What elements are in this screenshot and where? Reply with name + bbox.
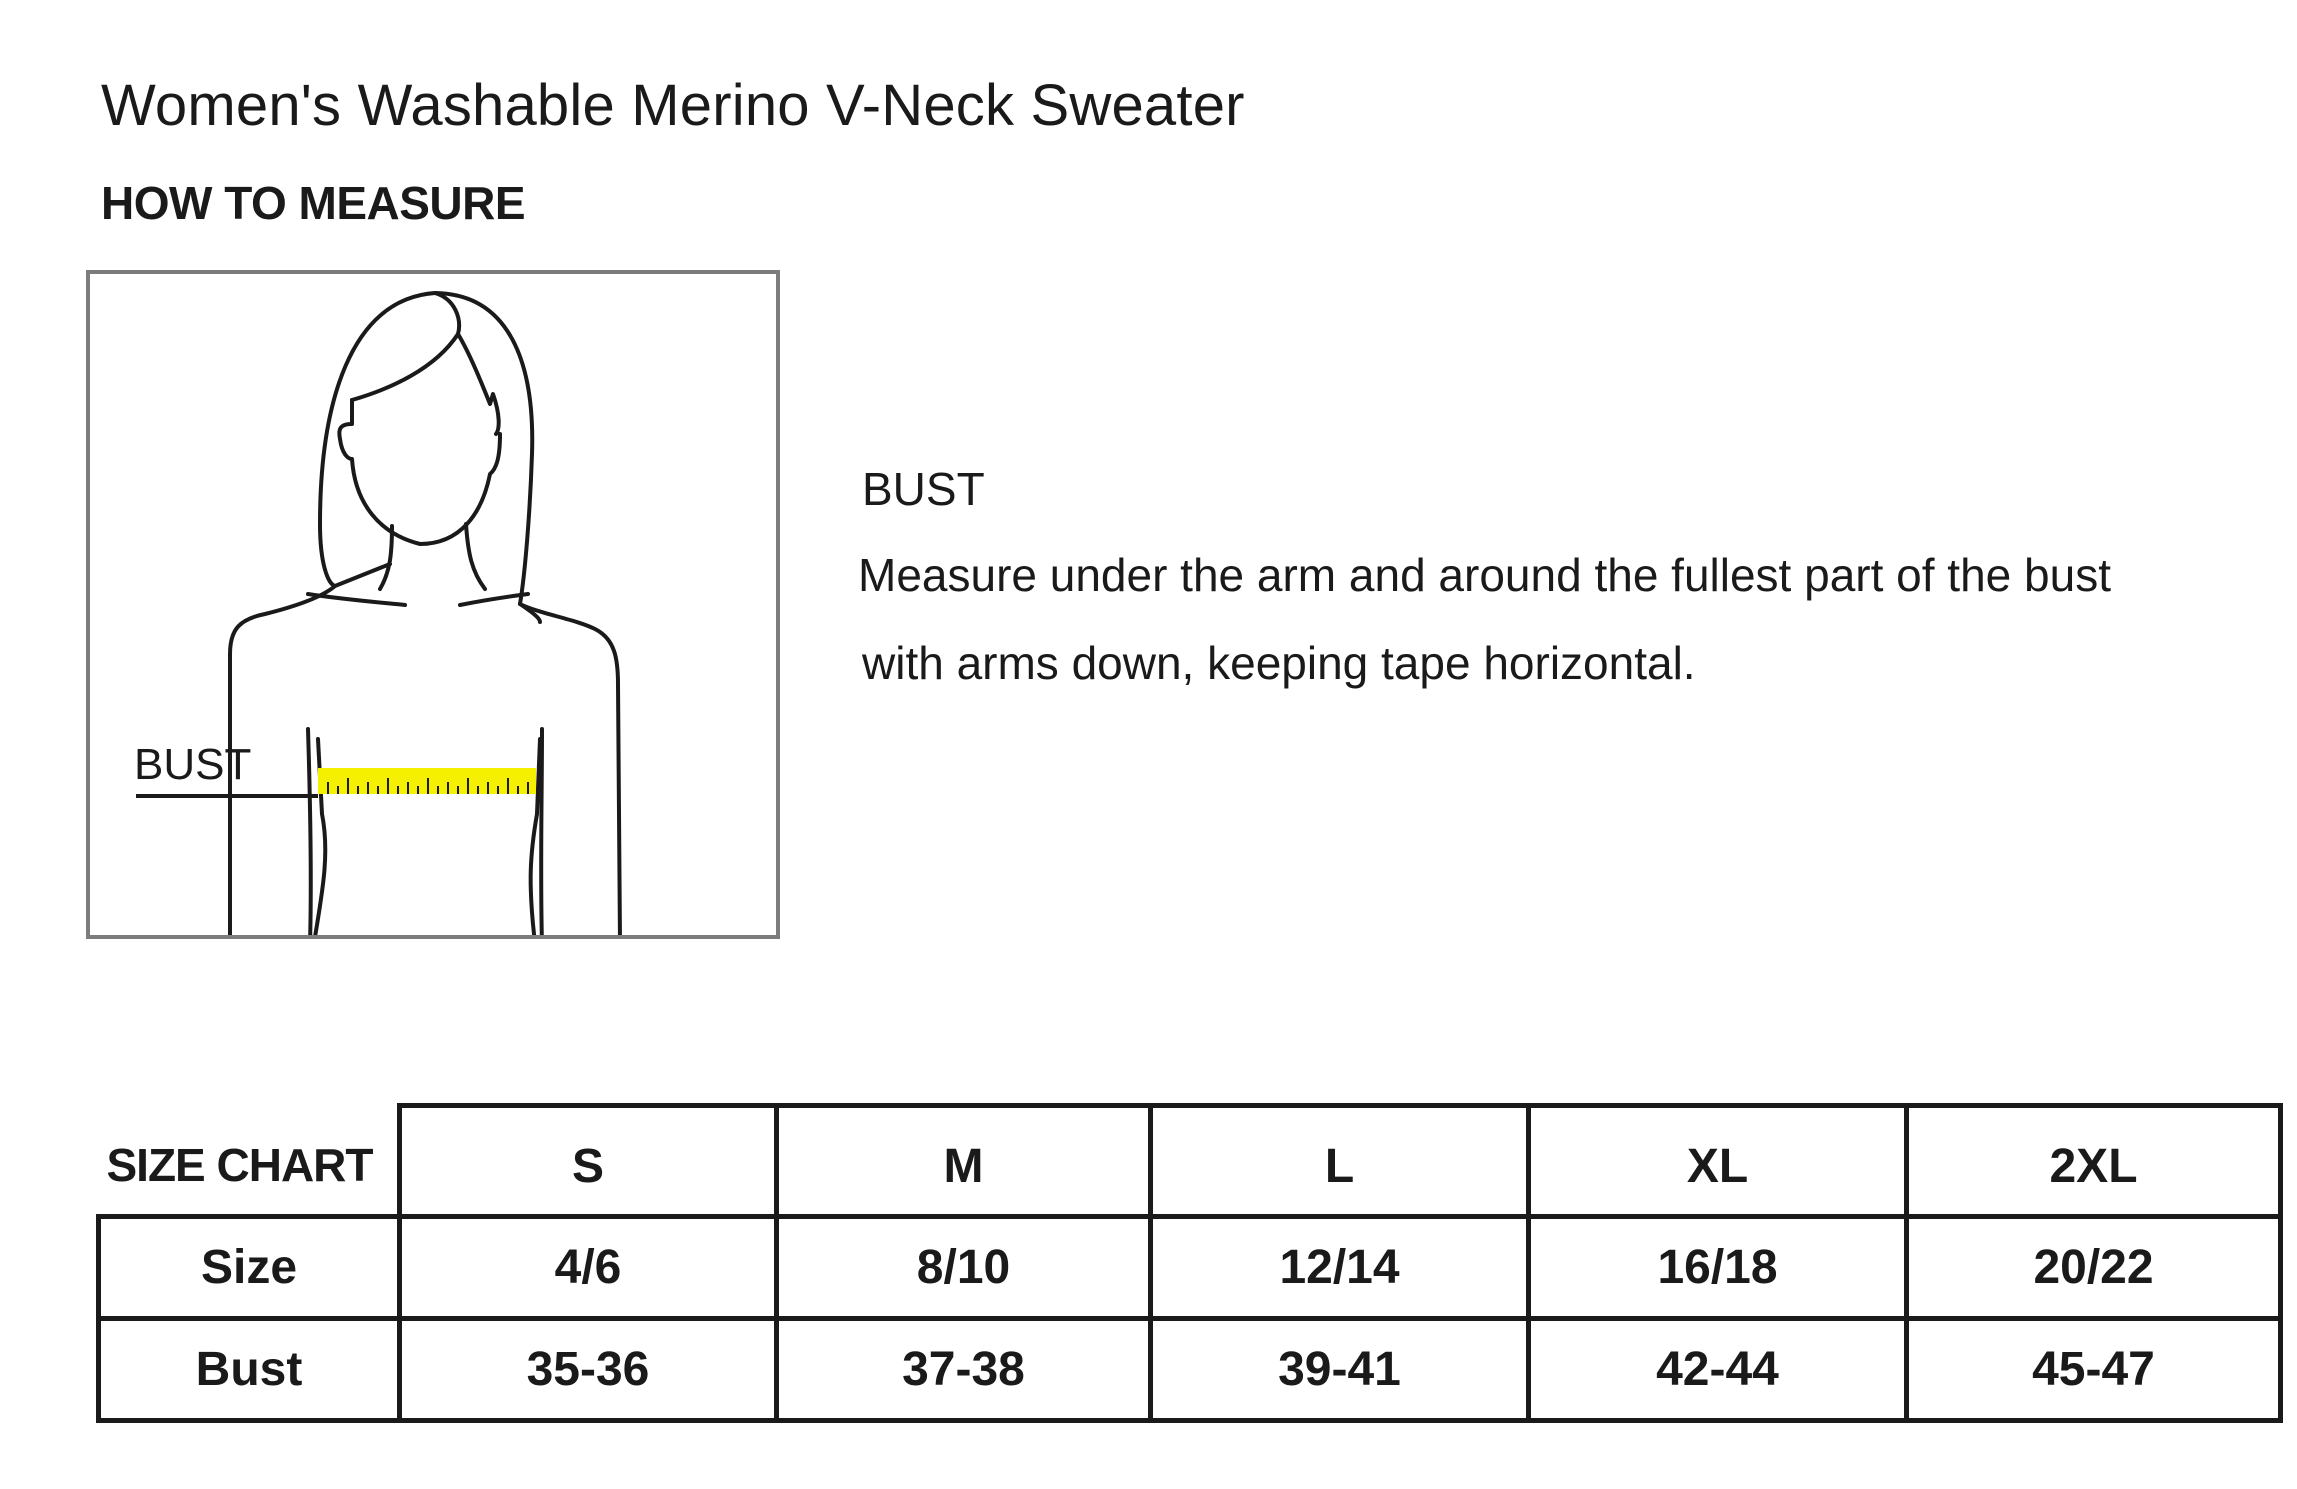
table-cell: 37-38	[777, 1319, 1151, 1421]
table-cell: 12/14	[1151, 1217, 1529, 1319]
instruction-line-2: with arms down, keeping tape horizontal.	[862, 637, 1696, 689]
table-cell: 20/22	[1907, 1217, 2281, 1319]
size-chart-header-row	[99, 1106, 2281, 1217]
figure-bust-label: BUST	[134, 740, 252, 789]
row-label-bust: Bust	[99, 1319, 400, 1421]
instruction-heading: BUST	[862, 463, 985, 515]
neck-right	[466, 524, 485, 589]
arm-inner-left	[308, 729, 311, 939]
size-chart-title: SIZE CHART	[99, 1106, 400, 1217]
body-outline-illustration	[90, 274, 780, 939]
column-header: M	[777, 1106, 1151, 1217]
table-cell: 39-41	[1151, 1319, 1529, 1421]
how-to-measure-heading: HOW TO MEASURE	[101, 177, 526, 229]
product-title: Women's Washable Merino V-Neck Sweater	[101, 73, 1245, 138]
table-row	[99, 1217, 2281, 1319]
collarbone-right	[460, 594, 528, 605]
size-chart-table	[96, 1103, 2283, 1423]
table-cell: 16/18	[1529, 1217, 1907, 1319]
column-header: L	[1151, 1106, 1529, 1217]
column-header: XL	[1529, 1106, 1907, 1217]
arm-inner-right	[541, 729, 542, 939]
face-outline	[339, 400, 500, 544]
measurement-figure	[86, 270, 780, 939]
table-cell: 4/6	[400, 1217, 777, 1319]
collarbone-left	[308, 594, 405, 605]
table-cell: 8/10	[777, 1217, 1151, 1319]
table-cell: 45-47	[1907, 1319, 2281, 1421]
hair-part	[352, 293, 459, 400]
table-row	[99, 1319, 2281, 1421]
table-cell: 42-44	[1529, 1319, 1907, 1421]
hair-part-right	[458, 334, 499, 434]
row-label-size: Size	[99, 1217, 400, 1319]
table-cell: 35-36	[400, 1319, 777, 1421]
neck-left	[380, 526, 392, 589]
column-header: 2XL	[1907, 1106, 2281, 1217]
column-header: S	[400, 1106, 777, 1217]
instruction-line-1: Measure under the arm and around the fullest part of the bust	[858, 549, 2111, 601]
